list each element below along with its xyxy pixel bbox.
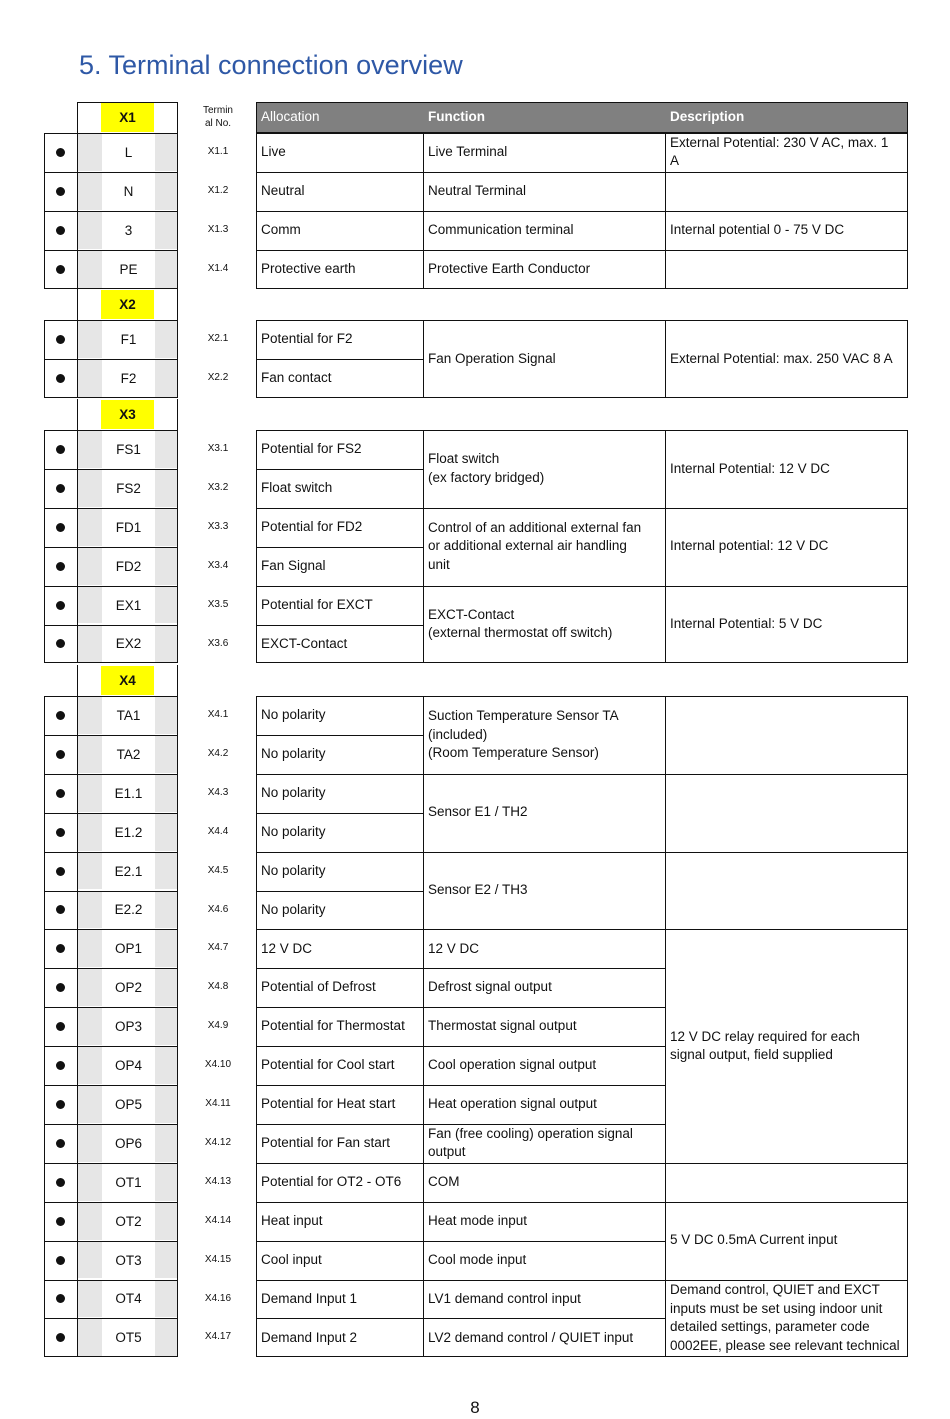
description-cell: External Potential: max. 250 VAC 8 A [670, 350, 893, 366]
terminal-grey-left [78, 587, 102, 624]
function-cell-line: output [428, 1144, 466, 1160]
bullet-icon [56, 983, 65, 992]
terminal-grey-right [155, 134, 177, 171]
bullet-icon [56, 335, 65, 344]
allocation-cell: Protective earth [261, 260, 356, 276]
page-title: 5. Terminal connection overview [79, 50, 463, 80]
terminal-name: OP3 [102, 1008, 155, 1045]
terminal-grey-left [78, 431, 102, 468]
bullet-icon [56, 639, 65, 648]
description-cell: Internal Potential: 5 V DC [670, 616, 823, 632]
allocation-cell: Potential of Defrost [261, 979, 376, 995]
terminal-grey-left [78, 321, 102, 358]
function-cell [423, 508, 665, 586]
terminal-number: X1.4 [207, 262, 229, 274]
terminal-grey-left [78, 360, 102, 397]
function-cell-line: Float switch [428, 451, 500, 467]
bullet-icon [56, 867, 65, 876]
terminal-grey-right [155, 969, 177, 1006]
terminal-number: X1.1 [207, 146, 229, 157]
allocation-cell: Heat input [261, 1212, 323, 1228]
terminal-row [44, 1085, 77, 1124]
allocation-cell: Fan Signal [261, 557, 326, 573]
description-cell-line: 0002EE, please see relevant technical [670, 1337, 900, 1353]
terminal-number: X4.9 [207, 1020, 229, 1032]
terminal-row [44, 1318, 77, 1357]
terminal-number: X3.4 [207, 559, 229, 571]
terminal-number: X4.3 [207, 786, 229, 798]
bullet-icon [56, 226, 65, 235]
function-cell [423, 1124, 665, 1163]
terminal-grey-right [155, 853, 177, 890]
terminal-number: X2.2 [207, 371, 229, 383]
terminal-row [44, 1007, 77, 1046]
terminal-row [44, 172, 77, 211]
terminal-row [44, 774, 77, 813]
terminal-name: OT1 [102, 1164, 155, 1201]
allocation-cell: Potential for Thermostat [261, 1018, 405, 1034]
terminal-row [44, 625, 77, 664]
header-function: Function [423, 102, 665, 133]
terminal-row [44, 547, 77, 586]
terminal-row [44, 1241, 77, 1280]
terminal-row [44, 359, 77, 398]
terminal-row [44, 1280, 77, 1319]
terminal-grey-right [155, 1164, 177, 1201]
terminal-name: F2 [102, 360, 155, 397]
allocation-cell: Live [261, 144, 286, 160]
description-cell [665, 133, 908, 172]
bullet-icon [56, 601, 65, 610]
terminal-row [44, 250, 77, 289]
terminal-row [44, 1202, 77, 1241]
terminal-number: X3.2 [207, 481, 229, 493]
terminal-grey-left [78, 1047, 102, 1084]
allocation-cell: No polarity [261, 746, 326, 762]
allocation-cell: Potential for FS2 [261, 441, 362, 457]
terminal-grey-left [78, 1125, 102, 1162]
description-cell: Internal potential 0 - 75 V DC [670, 221, 845, 237]
terminal-grey-left [78, 1319, 102, 1356]
description-cell-line: detailed settings, parameter code [670, 1319, 870, 1335]
bullet-icon [56, 523, 65, 532]
bullet-icon [56, 828, 65, 837]
description-cell-line: signal output, field supplied [670, 1047, 833, 1063]
terminal-grey-right [155, 509, 177, 546]
allocation-cell: Cool input [261, 1251, 322, 1267]
terminal-number: X4.15 [204, 1253, 232, 1265]
terminal-row [44, 211, 77, 250]
function-cell: Neutral Terminal [428, 183, 527, 199]
terminal-number: X1.3 [207, 223, 229, 235]
terminal-grey-right [155, 697, 177, 734]
terminal-name: OT4 [102, 1281, 155, 1318]
bullet-icon [56, 445, 65, 454]
terminal-number: X4.12 [204, 1136, 232, 1148]
function-cell: LV2 demand control / QUIET input [428, 1329, 634, 1345]
function-cell-line: Fan (free cooling) operation signal [428, 1125, 633, 1141]
terminal-grey-right [155, 1008, 177, 1045]
function-cell: Live Terminal [428, 144, 508, 160]
function-cell: Defrost signal output [428, 979, 552, 995]
allocation-cell: Potential for FD2 [261, 518, 363, 534]
terminal-grey-left [78, 1086, 102, 1123]
function-cell-line: (included) [428, 726, 488, 742]
bullet-icon [56, 750, 65, 759]
terminal-grey-left [78, 1008, 102, 1045]
terminal-name: OP1 [102, 930, 155, 967]
description-cell-line: 12 V DC relay required for each [670, 1028, 860, 1044]
group-label: X1 [101, 103, 154, 132]
terminal-name: E1.1 [102, 775, 155, 812]
allocation-cell: Demand Input 2 [261, 1329, 358, 1345]
function-cell: Cool operation signal output [428, 1057, 597, 1073]
terminal-name: OP2 [102, 969, 155, 1006]
allocation-cell: No polarity [261, 707, 326, 723]
terminal-no-header: Termin al No. [202, 105, 233, 129]
terminal-grey-left [78, 548, 102, 585]
page-number: 8 [470, 1398, 480, 1417]
allocation-cell: Potential for Fan start [261, 1135, 391, 1151]
allocation-cell: No polarity [261, 862, 326, 878]
terminal-grey-right [155, 251, 177, 288]
allocation-cell: Potential for OT2 - OT6 [261, 1173, 402, 1189]
terminal-name: FS1 [102, 431, 155, 468]
terminal-row [44, 891, 77, 930]
function-cell [423, 586, 665, 664]
terminal-grey-left [78, 969, 102, 1006]
terminal-grey-right [155, 321, 177, 358]
terminal-number: X4.8 [207, 981, 229, 993]
function-cell: LV1 demand control input [428, 1290, 581, 1306]
terminal-grey-right [155, 930, 177, 967]
terminal-name: EX1 [102, 587, 155, 624]
terminal-row [44, 586, 77, 625]
terminal-grey-left [78, 251, 102, 288]
description-cell: Internal Potential: 12 V DC [670, 460, 830, 476]
bullet-icon [56, 148, 65, 157]
function-cell-line: Control of an additional external fan [428, 519, 642, 535]
terminal-grey-right [155, 1047, 177, 1084]
terminal-grey-right [155, 775, 177, 812]
bullet-icon [56, 374, 65, 383]
terminal-grey-right [155, 360, 177, 397]
terminal-grey-right [155, 431, 177, 468]
terminal-grey-right [155, 1319, 177, 1356]
allocation-cell: EXCT-Contact [261, 635, 348, 651]
terminal-grey-left [78, 775, 102, 812]
bullet-icon [56, 1217, 65, 1226]
bullet-icon [56, 1061, 65, 1070]
function-cell: Cool mode input [428, 1251, 527, 1267]
terminal-number: X4.11 [205, 1098, 231, 1109]
function-cell: Communication terminal [428, 221, 574, 237]
bullet-icon [56, 1256, 65, 1265]
terminal-grey-left [78, 626, 102, 663]
terminal-grey-left [78, 173, 102, 210]
terminal-row [44, 320, 77, 359]
terminal-number: X4.10 [204, 1059, 232, 1071]
terminal-grey-left [78, 736, 102, 773]
terminal-row [44, 133, 77, 172]
group-label: X2 [101, 290, 154, 319]
bullet-icon [56, 944, 65, 953]
terminal-grey-left [78, 212, 102, 249]
description-cell: 5 V DC 0.5mA Current input [670, 1232, 838, 1248]
terminal-grey-left [78, 814, 102, 851]
terminal-number: X2.1 [207, 333, 229, 344]
allocation-cell: No polarity [261, 823, 326, 839]
allocation-cell: No polarity [261, 784, 326, 800]
terminal-grey-left [78, 697, 102, 734]
allocation-cell: Demand Input 1 [261, 1290, 358, 1306]
allocation-cell: Potential for EXCT [261, 596, 373, 612]
terminal-row [44, 508, 77, 547]
terminal-name: OT5 [102, 1319, 155, 1356]
terminal-grey-right [155, 212, 177, 249]
function-cell-line: EXCT-Contact [428, 606, 515, 622]
terminal-grey-right [155, 1203, 177, 1240]
group-label: X4 [101, 666, 154, 695]
terminal-name: FD1 [102, 509, 155, 546]
description-cell: Internal potential: 12 V DC [670, 538, 829, 554]
description-cell [665, 929, 908, 1162]
allocation-cell: Potential for Cool start [261, 1057, 395, 1073]
terminal-number: X4.14 [204, 1214, 232, 1226]
allocation-cell: 12 V DC [261, 940, 313, 956]
terminal-grey-left [78, 470, 102, 507]
terminal-number: X4.4 [207, 825, 229, 837]
terminal-grey-right [155, 173, 177, 210]
function-cell: Thermostat signal output [428, 1018, 577, 1034]
function-cell [423, 696, 665, 774]
function-cell: Sensor E1 / TH2 [428, 804, 528, 820]
allocation-cell: No polarity [261, 901, 326, 917]
terminal-number: X4.13 [204, 1175, 232, 1187]
function-cell: Heat operation signal output [428, 1096, 597, 1112]
terminal-name: E2.2 [102, 892, 155, 929]
terminal-grey-left [78, 1203, 102, 1240]
description-cell [665, 1280, 908, 1358]
terminal-number: X3.1 [207, 443, 229, 454]
bullet-icon [56, 711, 65, 720]
function-cell-line: Suction Temperature Sensor TA [428, 708, 619, 724]
terminal-grey-right [155, 1125, 177, 1162]
terminal-name: FS2 [102, 470, 155, 507]
function-cell: Sensor E2 / TH3 [428, 882, 528, 898]
terminal-number: X4.7 [207, 942, 229, 954]
terminal-name: N [102, 173, 155, 210]
function-cell-line: unit [428, 556, 450, 572]
terminal-name: 3 [102, 212, 155, 249]
bullet-icon [56, 905, 65, 914]
bullet-icon [56, 1294, 65, 1303]
terminal-grey-left [78, 1164, 102, 1201]
terminal-number: X3.5 [207, 598, 229, 610]
terminal-number: X4.17 [204, 1331, 232, 1343]
bullet-icon [56, 187, 65, 196]
terminal-number: X4.1 [207, 709, 229, 720]
terminal-name: PE [102, 251, 155, 288]
terminal-name: E2.1 [102, 853, 155, 890]
function-cell-line: or additional external air handling [428, 538, 627, 554]
terminal-number: X4.2 [207, 747, 229, 759]
terminal-name: EX2 [102, 626, 155, 663]
terminal-row [44, 813, 77, 852]
terminal-number: X4.5 [207, 864, 229, 876]
terminal-grey-left [78, 930, 102, 967]
terminal-row [44, 696, 77, 735]
allocation-cell: Neutral [261, 183, 305, 199]
function-cell: COM [428, 1173, 460, 1189]
description-cell-line: External Potential: 230 V AC, max. 1 [670, 134, 889, 150]
terminal-name: OP5 [102, 1086, 155, 1123]
allocation-cell: Fan contact [261, 370, 332, 386]
allocation-cell: Float switch [261, 480, 333, 496]
group-label: X3 [101, 400, 154, 429]
terminal-name: OT2 [102, 1203, 155, 1240]
function-cell-line: (ex factory bridged) [428, 469, 545, 485]
function-cell: Heat mode input [428, 1212, 528, 1228]
bullet-icon [56, 1333, 65, 1342]
bullet-icon [56, 562, 65, 571]
bullet-icon [56, 1022, 65, 1031]
header-allocation: Allocation [256, 102, 423, 133]
function-cell: Fan Operation Signal [428, 350, 556, 366]
terminal-grey-left [78, 1242, 102, 1279]
terminal-row [44, 1124, 77, 1163]
function-cell: 12 V DC [428, 940, 480, 956]
terminal-name: OT3 [102, 1242, 155, 1279]
allocation-cell: Comm [261, 221, 301, 237]
bullet-icon [56, 484, 65, 493]
function-cell-line: (external thermostat off switch) [428, 625, 613, 641]
terminal-number: X4.16 [204, 1292, 232, 1304]
terminal-name: TA1 [102, 697, 155, 734]
terminal-name: E1.2 [102, 814, 155, 851]
terminal-row [44, 852, 77, 891]
terminal-grey-right [155, 1281, 177, 1318]
allocation-cell: Potential for Heat start [261, 1096, 396, 1112]
terminal-row [44, 1163, 77, 1202]
terminal-grey-right [155, 892, 177, 929]
terminal-grey-right [155, 548, 177, 585]
terminal-row [44, 469, 77, 508]
terminal-name: TA2 [102, 736, 155, 773]
terminal-grey-left [78, 134, 102, 171]
terminal-row [44, 929, 77, 968]
bullet-icon [56, 265, 65, 274]
terminal-row [44, 735, 77, 774]
terminal-grey-right [155, 1086, 177, 1123]
function-cell-line: (Room Temperature Sensor) [428, 745, 599, 761]
terminal-grey-right [155, 736, 177, 773]
terminal-grey-left [78, 509, 102, 546]
terminal-grey-left [78, 1281, 102, 1318]
terminal-row [44, 968, 77, 1007]
terminal-grey-right [155, 814, 177, 851]
terminal-name: L [102, 134, 155, 171]
terminal-row [44, 430, 77, 469]
terminal-grey-right [155, 587, 177, 624]
description-cell-line: A [670, 153, 680, 169]
terminal-name: F1 [102, 321, 155, 358]
terminal-number: X4.6 [207, 903, 229, 915]
terminal-grey-right [155, 1242, 177, 1279]
terminal-number: X3.3 [207, 520, 229, 532]
function-cell: Protective Earth Conductor [428, 260, 591, 276]
header-description: Description [665, 102, 908, 133]
bullet-icon [56, 1100, 65, 1109]
terminal-grey-right [155, 626, 177, 663]
description-cell-line: inputs must be set using indoor unit [670, 1300, 883, 1316]
bullet-icon [56, 1139, 65, 1148]
terminal-name: OP4 [102, 1047, 155, 1084]
terminal-row [44, 1046, 77, 1085]
function-cell [423, 430, 665, 508]
terminal-number: X3.6 [207, 637, 229, 649]
terminal-number: X1.2 [207, 184, 229, 196]
bullet-icon [56, 789, 65, 798]
terminal-name: FD2 [102, 548, 155, 585]
allocation-cell: Potential for F2 [261, 331, 353, 347]
table-header-frame [256, 102, 908, 133]
terminal-grey-left [78, 892, 102, 929]
terminal-name: OP6 [102, 1125, 155, 1162]
description-cell-line: Demand control, QUIET and EXCT [670, 1282, 880, 1298]
terminal-grey-left [78, 853, 102, 890]
bullet-icon [56, 1178, 65, 1187]
terminal-grey-right [155, 470, 177, 507]
